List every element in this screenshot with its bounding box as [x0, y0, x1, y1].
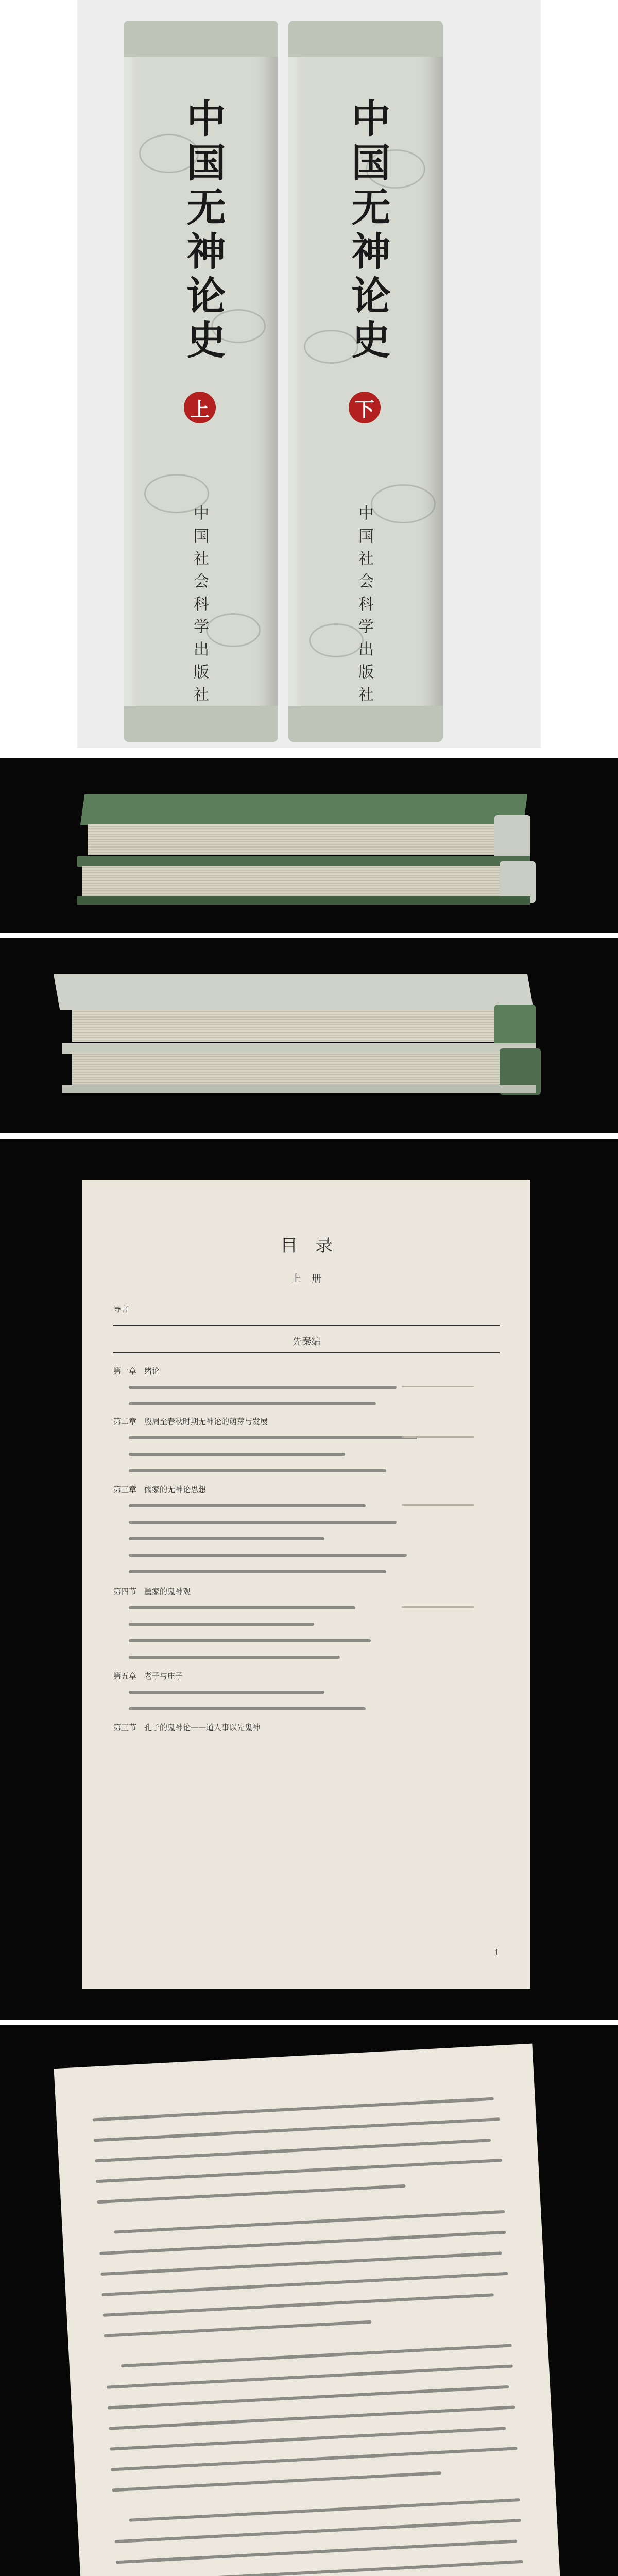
- panel-separator: [0, 748, 618, 753]
- photo-table-of-contents: [0, 1139, 618, 2020]
- toc-entry: [129, 1623, 314, 1626]
- toc-preface: 导言: [113, 1304, 129, 1314]
- book-top-pages: [72, 1010, 505, 1042]
- text-line: [107, 2364, 513, 2388]
- toc-entry: [129, 1402, 376, 1405]
- book-bottom-cover: [77, 856, 530, 867]
- photo-stacked-books-front: [0, 758, 618, 933]
- toc-entry: [129, 1537, 324, 1540]
- divider: [113, 1352, 500, 1353]
- spine-publisher: 中国社会科学出版社: [355, 505, 373, 709]
- book-bottom-pages: [72, 1052, 510, 1085]
- book-top-cover: [80, 794, 527, 825]
- page-number-dots: [402, 1606, 474, 1608]
- volume-badge-lower: 下: [349, 392, 381, 423]
- text-line: [109, 2405, 515, 2430]
- toc-entry: [129, 1554, 407, 1557]
- toc-entry: [129, 1707, 366, 1710]
- spine-lower-volume: [288, 21, 443, 742]
- text-line: [110, 2427, 506, 2450]
- toc-entry: [129, 1386, 397, 1389]
- book-bottom-base: [77, 896, 530, 905]
- text-line: [104, 2320, 372, 2337]
- spine-top-band: [124, 21, 278, 57]
- toc-chapter: 第四节 墨家的鬼神观: [113, 1587, 191, 1596]
- text-line: [115, 2519, 521, 2543]
- toc-part-title: 先秦编: [293, 1336, 320, 1347]
- spine-upper-volume: [124, 21, 278, 742]
- spine-title: 中国无神论史: [180, 98, 226, 364]
- toc-volume-label: 上 册: [291, 1272, 322, 1284]
- text-line: [100, 2251, 502, 2276]
- body-page: [54, 2044, 570, 2576]
- book-top-pages: [88, 824, 500, 855]
- toc-entry: [129, 1570, 386, 1573]
- text-line: [117, 2560, 523, 2576]
- toc-page: [82, 1180, 530, 1989]
- text-line: [93, 2097, 494, 2122]
- photo-book-spines: [0, 0, 618, 753]
- cloud-pattern: [206, 613, 261, 647]
- toc-entry: [129, 1469, 386, 1472]
- toc-page-number: 1: [494, 1947, 500, 1957]
- text-line: [99, 2231, 506, 2255]
- toc-entry: [129, 1504, 366, 1507]
- toc-entry: [129, 1453, 345, 1456]
- toc-chapter: 第二章 殷周至春秋时期无神论的萌芽与发展: [113, 1417, 268, 1426]
- page-number-dots: [402, 1504, 474, 1506]
- toc-entry: [129, 1436, 417, 1439]
- text-line: [101, 2272, 508, 2296]
- book-bottom-base: [62, 1085, 536, 1093]
- spine-bottom-band: [124, 706, 278, 742]
- toc-chapter: 第五章 老子与庄子: [113, 1671, 183, 1681]
- text-line: [112, 2471, 441, 2492]
- text-line: [94, 2117, 500, 2142]
- toc-chapter: 第三节 孔子的鬼神论——道人事以先鬼神: [113, 1723, 261, 1732]
- spine-title: 中国无神论史: [345, 98, 391, 364]
- text-line: [95, 2139, 491, 2162]
- text-line: [111, 2447, 517, 2471]
- text-line: [114, 2210, 505, 2234]
- toc-chapter: 第一章 绪论: [113, 1366, 160, 1376]
- toc-entry: [129, 1521, 397, 1524]
- toc-heading: 目 录: [280, 1235, 333, 1256]
- toc-entry: [129, 1639, 371, 1642]
- cloud-pattern: [371, 484, 436, 523]
- page-number-dots: [402, 1386, 474, 1387]
- toc-entry: [129, 1656, 340, 1659]
- text-line: [96, 2159, 502, 2183]
- text-line: [97, 2184, 405, 2204]
- toc-entry: [129, 1606, 355, 1609]
- toc-chapter: 第三章 儒家的无神论思想: [113, 1485, 207, 1494]
- book-top-cover: [54, 974, 534, 1010]
- text-line: [129, 2498, 520, 2522]
- spine-publisher: 中国社会科学出版社: [191, 505, 209, 709]
- spine-bottom-band: [288, 706, 443, 742]
- text-line: [108, 2385, 509, 2410]
- text-line: [103, 2293, 494, 2317]
- text-line: [121, 2344, 512, 2367]
- divider: [113, 1325, 500, 1326]
- page-number-dots: [402, 1436, 474, 1438]
- book-bottom-pages: [82, 866, 505, 897]
- spine-top-band: [288, 21, 443, 57]
- volume-badge-upper: 上: [184, 392, 216, 423]
- photo-body-page: [0, 2025, 618, 2576]
- toc-entry: [129, 1691, 324, 1694]
- text-line: [116, 2539, 517, 2564]
- photo-stacked-books-angle: [0, 938, 618, 1133]
